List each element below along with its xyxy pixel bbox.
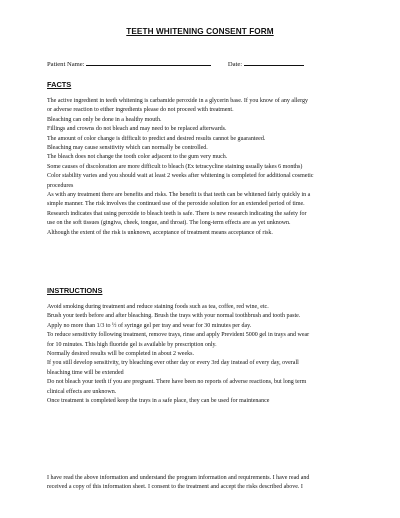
facts-line: or adverse reaction to either ingredients please do not proceed with treatment. [47, 107, 234, 114]
instructions-section [47, 303, 363, 406]
facts-line: procedures [47, 182, 74, 189]
facts-line: use on the soft tissues (gingiva, cheek, tongue, and throat). The long-term effects are as yet unknown. [47, 220, 291, 227]
facts-line: Fillings and crowns do not bleach and may need to be replaced afterwards. [47, 126, 227, 133]
patient-name-label: Patient Name: [47, 61, 85, 68]
facts-line: Bleaching may cause sensitivity which can normally be controlled. [47, 145, 208, 152]
instructions-line: bleaching time will be extended [47, 369, 124, 376]
patient-name-field[interactable] [86, 59, 211, 66]
facts-line: The bleach does not change the tooth color adjacent to the gum very much. [47, 154, 228, 161]
acknowledgement-line: I have read the above information and understand the program information and requirements. I have read and [47, 475, 310, 481]
facts-line: As with any treatment there are benefits and risks. The benefit is that teeth can be whitened fairly quickly in a [47, 192, 311, 199]
date-label: Date: [227, 61, 243, 68]
facts-line: Some causes of discoloration are more difficult to bleach (Ex tetracycline staining usually takes 6 months) [47, 163, 303, 170]
instructions-line: Brush your teeth before and after bleaching. Brush the trays with your normal toothbrush and tooth paste. [47, 313, 301, 320]
instructions-line: Do not bleach your teeth if you are pregnant. There have been no reports of adverse reactions, but long term [47, 379, 307, 386]
facts-line: simple manner. The risk involves the continued use of the peroxide solution for an extended period of time. [47, 201, 305, 208]
instructions-line: Avoid smoking during treatment and reduce staining foods such as tea, coffee, red wine, etc. [47, 304, 269, 310]
instructions-line: If you still develop sensitivity, try bleaching ever other day or every 3rd day instead of every day, overall [47, 360, 299, 367]
instructions-line: Normally desired results will be completed in about 2 weeks. [47, 351, 194, 358]
facts-line: Research indicates that using peroxide to bleach teeth is safe. There is new research indicating the safety for [47, 210, 307, 217]
facts-line: Color stability varies and you should wait at least 2 weeks after whitening is completed for additional cosmetic [47, 173, 314, 180]
facts-line: The active ingredient in teeth whitening is carbamide peroxide in a glycerin base. If you know of any allergy [47, 98, 308, 104]
facts-section [47, 97, 363, 238]
patient-info-row [47, 59, 304, 68]
instructions-heading: INSTRUCTIONS [47, 286, 103, 295]
date-field[interactable] [244, 59, 304, 66]
instructions-line: Apply no more than 1/3 to ½ of syringe gel per tray and wear for 30 minutes per day. [47, 322, 252, 329]
instructions-line: To reduce sensitivity following treatment, remove trays, rinse and apply Prevident 5000 gel in trays and wear [47, 332, 310, 339]
facts-line: The amount of color change is difficult to predict and desired results cannot be guaranteed. [47, 135, 266, 142]
acknowledgement-line: received a copy of this information sheet. I consent to the treatment and accept the risks described above. I [47, 484, 303, 491]
form-title: TEETH WHITENING CONSENT FORM [126, 27, 274, 36]
facts-line: Although the extent of the risk is unknown, acceptance of treatment means acceptance of risk. [47, 229, 273, 236]
facts-heading: FACTS [47, 80, 72, 89]
instructions-line: Once treatment is completed keep the trays in a safe place, they can be used for maintenance [47, 398, 270, 405]
instructions-line: clinical effects are unknown. [47, 388, 117, 395]
facts-line: Bleaching can only be done in a healthy mouth. [47, 116, 162, 123]
instructions-line: for 10 minutes. This high fluoride gel is available by prescription only. [47, 341, 217, 348]
acknowledgement-section [47, 474, 363, 493]
